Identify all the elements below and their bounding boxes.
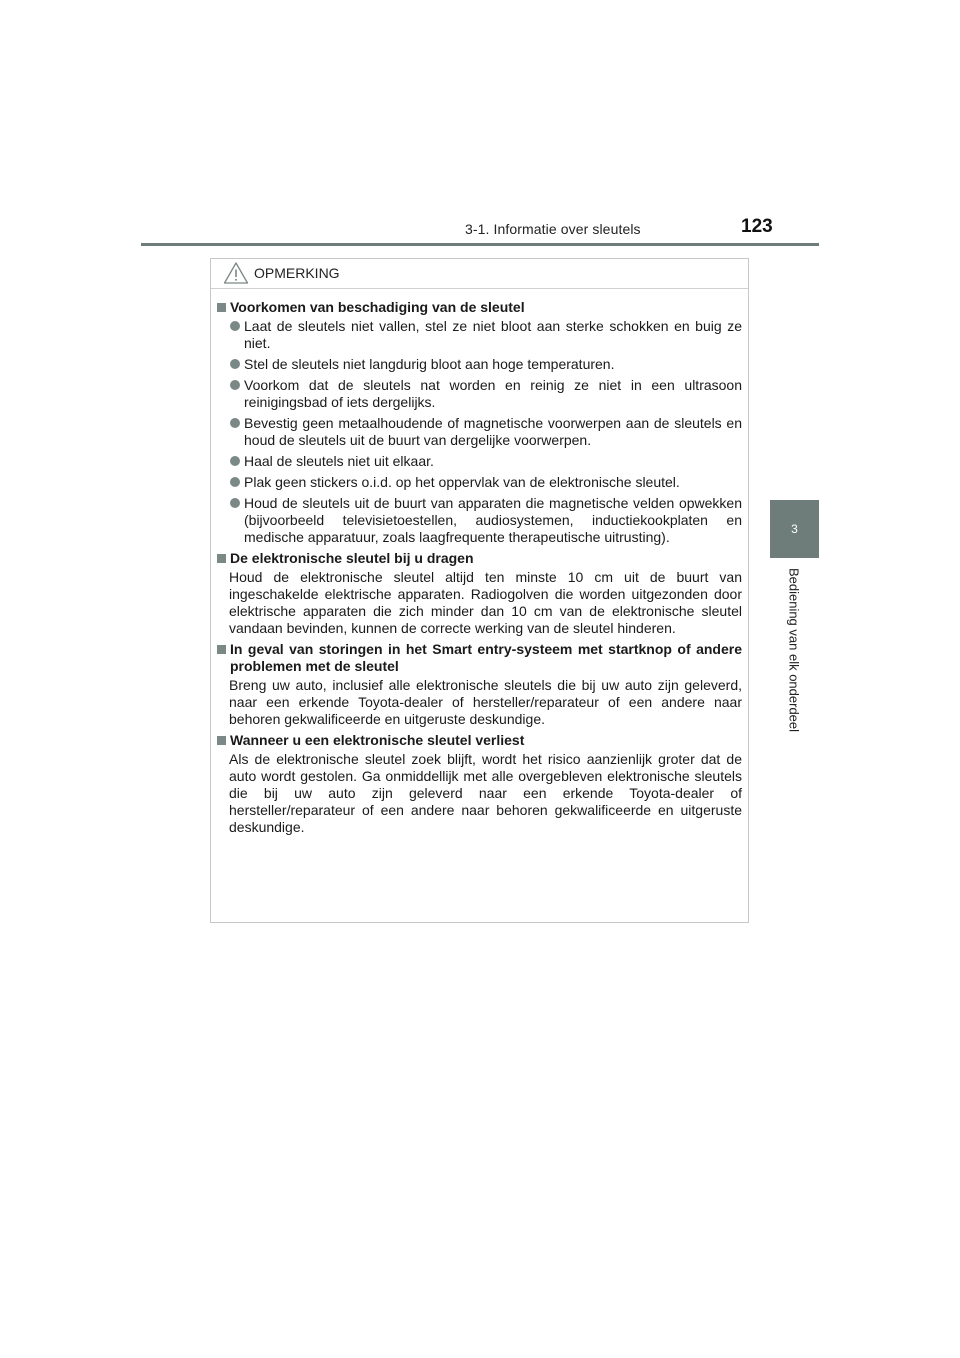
square-bullet-icon xyxy=(217,736,226,745)
square-bullet-icon xyxy=(217,554,226,563)
list-item: Bevestig geen metaalhoudende of magnetische voorwerpen aan de sleutels en houd de sleutels uit de buurt van dergelijke voorwerpen. xyxy=(216,415,742,449)
note-section xyxy=(216,299,742,546)
section-heading: In geval van storingen in het Smart entry-systeem met startknop of andere problemen met de sleutel xyxy=(216,641,742,675)
round-bullet-icon xyxy=(230,498,240,508)
note-header xyxy=(211,259,748,289)
section-heading: Voorkomen van beschadiging van de sleutel xyxy=(216,299,742,316)
round-bullet-icon xyxy=(230,380,240,390)
round-bullet-icon xyxy=(230,321,240,331)
chapter-number: 3 xyxy=(791,522,798,536)
section-title: 3-1. Informatie over sleutels xyxy=(465,221,641,237)
note-section xyxy=(216,641,742,728)
bullet-list xyxy=(216,318,742,546)
chapter-tab xyxy=(770,500,819,558)
section-heading: Wanneer u een elektronische sleutel verliest xyxy=(216,732,742,749)
round-bullet-icon xyxy=(230,418,240,428)
round-bullet-icon xyxy=(230,477,240,487)
round-bullet-icon xyxy=(230,456,240,466)
section-body: Breng uw auto, inclusief alle elektronische sleutels die bij uw auto zijn geleverd, naar een erkende Toyota-dealer of hersteller/reparateur of een andere naar behoren gekwalificeerde en uitgeruste deskundige. xyxy=(229,677,742,727)
list-item: Voorkom dat de sleutels nat worden en reinig ze niet in een ultrasoon reinigingsbad of iets dergelijks. xyxy=(216,377,742,411)
note-title: OPMERKING xyxy=(254,265,340,281)
section-body: Houd de elektronische sleutel altijd ten minste 10 cm uit de buurt van ingeschakelde elektrische apparaten. Radiogolven die worden uitgezonden door elektrische apparaten die zich minder dan 10 cm van de elektronische sleutel vandaan bevinden, kunnen de correcte werking van de sleutel hinderen. xyxy=(229,569,742,636)
list-item: Haal de sleutels niet uit elkaar. xyxy=(216,453,742,470)
header-rule xyxy=(141,243,819,246)
note-section xyxy=(216,732,742,836)
list-item: Houd de sleutels uit de buurt van apparaten die magnetische velden opwekken (bijvoorbeeld televisietoestellen, audiosystemen, inductiekookplaten en medische apparatuur, zoals laagfrequente therapeutische uitrusting). xyxy=(216,495,742,546)
chapter-title: Bediening van elk onderdeel xyxy=(786,567,802,733)
round-bullet-icon xyxy=(230,359,240,369)
note-section xyxy=(216,550,742,637)
note-body xyxy=(211,289,748,836)
list-item: Plak geen stickers o.i.d. op het oppervlak van de elektronische sleutel. xyxy=(216,474,742,491)
list-item: Stel de sleutels niet langdurig bloot aan hoge temperaturen. xyxy=(216,356,742,373)
warning-triangle-icon xyxy=(223,261,249,285)
square-bullet-icon xyxy=(217,303,226,312)
page-number: 123 xyxy=(741,216,773,237)
section-body: Als de elektronische sleutel zoek blijft, wordt het risico aanzienlijk groter dat de auto wordt gestolen. Ga onmiddellijk met alle overgebleven elektronische sleutels die bij uw auto zijn geleverd naar een erkende Toyota-dealer of hersteller/reparateur of een andere naar behoren gekwalificeerde en uitgeruste deskundige. xyxy=(229,751,742,835)
note-box xyxy=(210,258,749,923)
section-heading: De elektronische sleutel bij u dragen xyxy=(216,550,742,567)
square-bullet-icon xyxy=(217,645,226,654)
list-item: Laat de sleutels niet vallen, stel ze niet bloot aan sterke schokken en buig ze niet. xyxy=(216,318,742,352)
